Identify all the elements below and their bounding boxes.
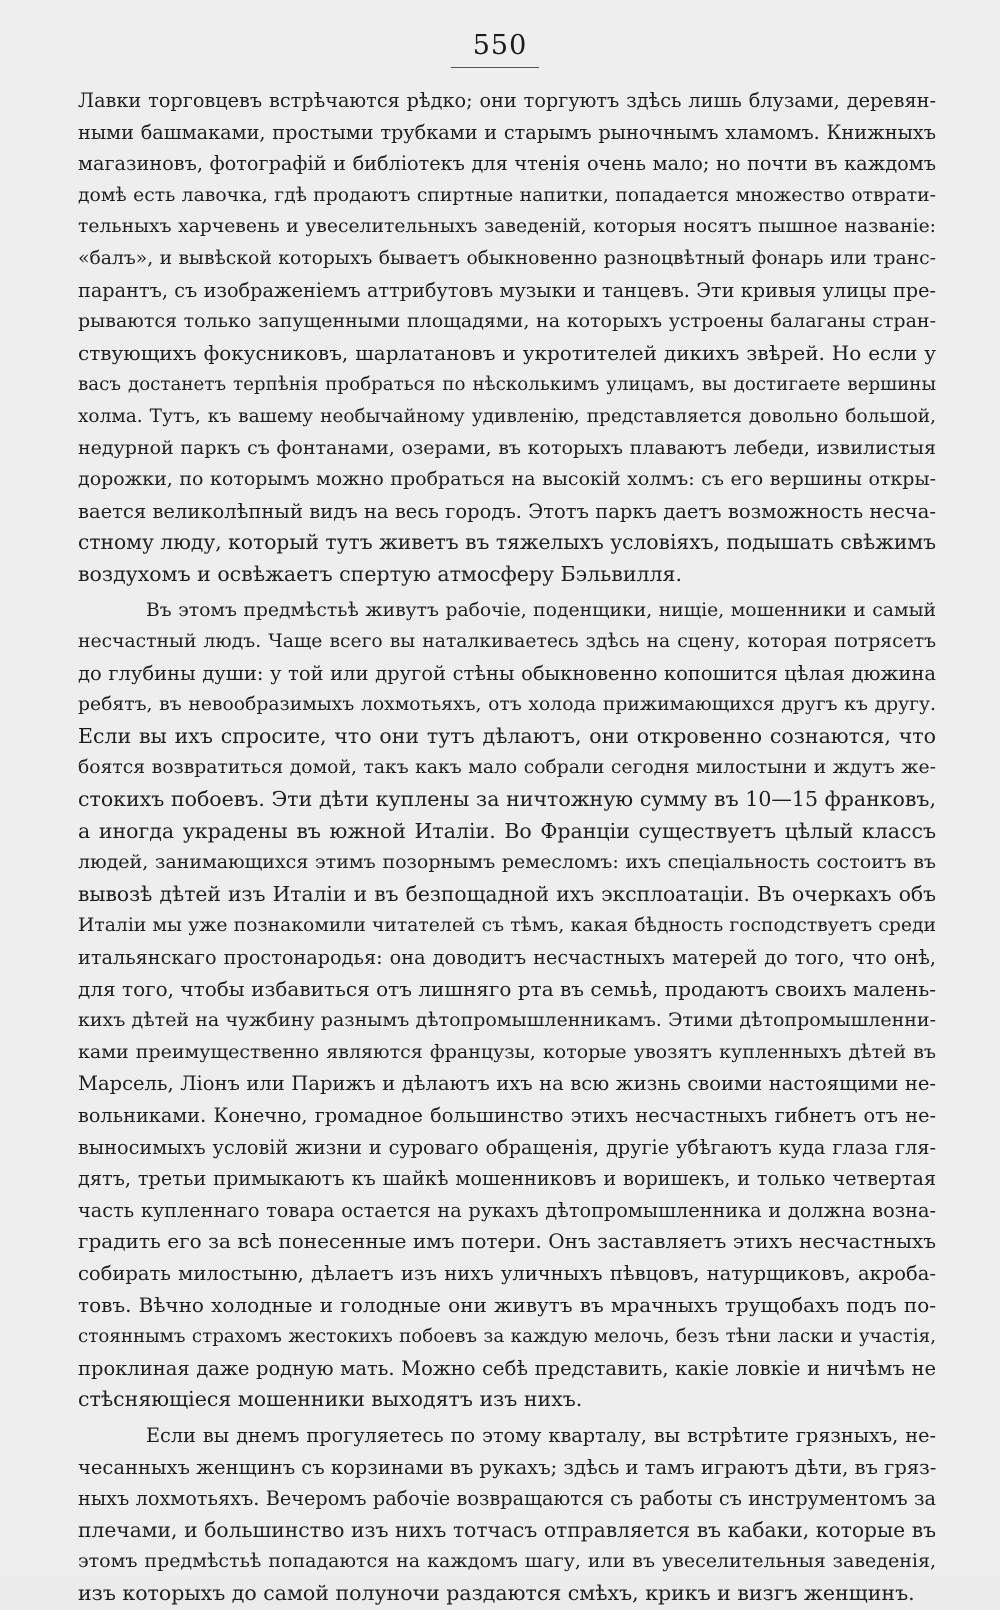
text-line: несчастный людъ. Чаще всего вы наталкиваетесь здѣсь на сцену, которая потрясетъ <box>78 631 936 653</box>
text-line: воздухомъ и освѣжаетъ спертую атмосферу Бэльвилля. <box>78 561 682 586</box>
text-line: итальянскаго простонародья: она доводитъ несчастныхъ матерей до того, что онѣ, <box>78 946 936 970</box>
text-line: домѣ есть лавочка, гдѣ продаютъ спиртные напитки, попадается множество отврати- <box>78 184 936 206</box>
text-line: тельныхъ харчевень и увеселительныхъ заведеній, которыя носятъ пышное названіе: <box>78 216 936 238</box>
text-line: ными башмаками, простыми трубками и старымъ рыночнымъ хламомъ. Книжныхъ <box>78 120 936 144</box>
text-line: боятся возвратиться домой, такъ какъ мало собрали сегодня милостыни и ждутъ же- <box>78 757 936 779</box>
text-line: изъ которыхъ до самой полуночи раздаются смѣхъ, крикъ и визгъ женщинъ. <box>78 1580 915 1605</box>
text-line: Марсель, Ліонъ или Парижъ и дѣлаютъ ихъ на всю жизнь своими настоящими не- <box>78 1072 936 1096</box>
text-line: до глубины души: у той или другой стѣны обыкновенно копошится цѣлая дюжина <box>78 661 936 685</box>
text-line: ками преимущественно являются французы, которые увозятъ купленныхъ дѣтей въ <box>78 1040 936 1063</box>
text-line: магазиновъ, фотографій и библіотекъ для чтенія очень мало; но почти въ каждомъ <box>78 152 936 176</box>
header-rule <box>451 67 539 68</box>
text-line: а иногда украдены въ южной Италіи. Во Франціи существуетъ цѣлый классъ <box>78 818 936 843</box>
text-line: вольниками. Конечно, громадное большинство этихъ несчастныхъ гибнетъ отъ не- <box>78 1104 936 1127</box>
text-line: Италіи мы уже познакомили читателей съ тѣмъ, какая бѣдность господствуетъ среди <box>78 915 936 937</box>
text-line: градить его за всѣ понесенные имъ потери. Онъ заставляетъ этихъ несчастныхъ <box>78 1229 936 1254</box>
text-line: дятъ, третьи примыкаютъ къ шайкѣ мошенниковъ и воришекъ, и только четвертая <box>78 1167 936 1191</box>
text-line: проклиная даже родную мать. Можно себѣ представить, какіе ловкіе и ничѣмъ не <box>78 1356 936 1380</box>
text-line: для того, чтобы избавиться отъ лишняго рта въ семьѣ, продаютъ своихъ малень- <box>78 976 936 1001</box>
text-line: дорожки, по которымъ можно пробраться на высокій холмъ: съ его вершины откры- <box>78 468 936 491</box>
text-line: парантъ, съ изображеніемъ аттрибутовъ музыки и танцевъ. Эти кривыя улицы пре- <box>78 278 936 302</box>
page-number: 550 <box>472 30 528 61</box>
text-line: стояннымъ страхомъ жестокихъ побоевъ за каждую мелочь, безъ тѣни ласки и участія, <box>78 1326 936 1348</box>
body-text <box>78 85 936 1610</box>
text-line: Если вы днемъ прогуляетесь по этому кварталу, вы встрѣтите грязныхъ, не- <box>146 1423 936 1447</box>
text-line: часть купленнаго товара остается на рукахъ дѣтопромышленника и должна возна- <box>78 1198 936 1222</box>
text-line: собирать милостыню, дѣлаетъ изъ нихъ уличныхъ пѣвцовъ, натурщиковъ, акроба- <box>78 1261 936 1285</box>
text-line: «балъ», и вывѣской которыхъ бываетъ обыкновенно разноцвѣтный фонарь или транс- <box>78 247 936 269</box>
text-line: людей, занимающихся этимъ позорнымъ ремесломъ: ихъ спеціальность состоитъ въ <box>78 851 936 874</box>
text-line: ствующихъ фокусниковъ, шарлатановъ и укротителей дикихъ звѣрей. Но если у <box>78 340 936 365</box>
text-line: выносимыхъ условій жизни и суроваго обращенія, другіе убѣгаютъ куда глаза гля- <box>78 1135 936 1159</box>
text-line: Въ этомъ предмѣстьѣ живутъ рабочіе, поденщики, нищіе, мошенники и самый <box>146 599 936 621</box>
text-line: васъ достанетъ терпѣнія пробраться по нѣсколькимъ улицамъ, вы достигаете вершины <box>78 374 936 396</box>
paragraph-2 <box>78 595 936 1416</box>
text-line: стокихъ побоевъ. Эти дѣти куплены за ничтожную сумму въ 10—15 франковъ, <box>78 787 936 812</box>
text-line: вается великолѣпный видъ на весь городъ. Этотъ паркъ даетъ возможность несча- <box>78 499 936 523</box>
text-line: Лавки торговцевъ встрѣчаются рѣдко; они торгуютъ здѣсь лишь блузами, деревян- <box>78 89 936 112</box>
text-line: чесанныхъ женщинъ съ корзинами въ рукахъ; здѣсь и тамъ играютъ дѣти, въ гряз- <box>78 1455 936 1479</box>
text-line: этомъ предмѣстьѣ попадаются на каждомъ шагу, или въ увеселительныя заведенія, <box>78 1550 936 1573</box>
text-line: ребятъ, въ невообразимыхъ лохмотьяхъ, отъ холода прижимающихся другъ къ другу. <box>78 694 936 716</box>
text-line: плечами, и большинство изъ нихъ тотчасъ отправляется въ кабаки, которые въ <box>78 1517 936 1542</box>
text-line: кихъ дѣтей на чужбину разнымъ дѣтопромышленникамъ. Этими дѣтопромышленни- <box>78 1009 936 1032</box>
paragraph-3 <box>78 1420 936 1610</box>
text-line: рываются только запущенными площадями, на которыхъ устроены балаганы стран- <box>78 310 936 333</box>
paragraph-1 <box>78 85 936 591</box>
text-line: стному люду, который тутъ живетъ въ тяжелыхъ условіяхъ, подышать свѣжимъ <box>78 530 936 555</box>
text-line: товъ. Вѣчно холодные и голодные они живутъ въ мрачныхъ трущобахъ подъ по- <box>78 1292 936 1317</box>
text-line: вывозѣ дѣтей изъ Италіи и въ безпощадной ихъ эксплоатаціи. Въ очеркахъ объ <box>78 881 936 906</box>
text-line: стѣсняющіеся мошенники выходятъ изъ нихъ. <box>78 1387 583 1412</box>
text-line: ныхъ лохмотьяхъ. Вечеромъ рабочіе возвращаются съ работы съ инструментомъ за <box>78 1487 936 1511</box>
text-line: недурной паркъ съ фонтанами, озерами, въ которыхъ плаваютъ лебеди, извилистыя <box>78 436 936 459</box>
text-line: холма. Тутъ, къ вашему необычайному удивленію, представляется довольно большой, <box>78 405 936 427</box>
text-line: Если вы ихъ спросите, что они тутъ дѣлаютъ, они откровенно сознаются, что <box>78 723 936 748</box>
